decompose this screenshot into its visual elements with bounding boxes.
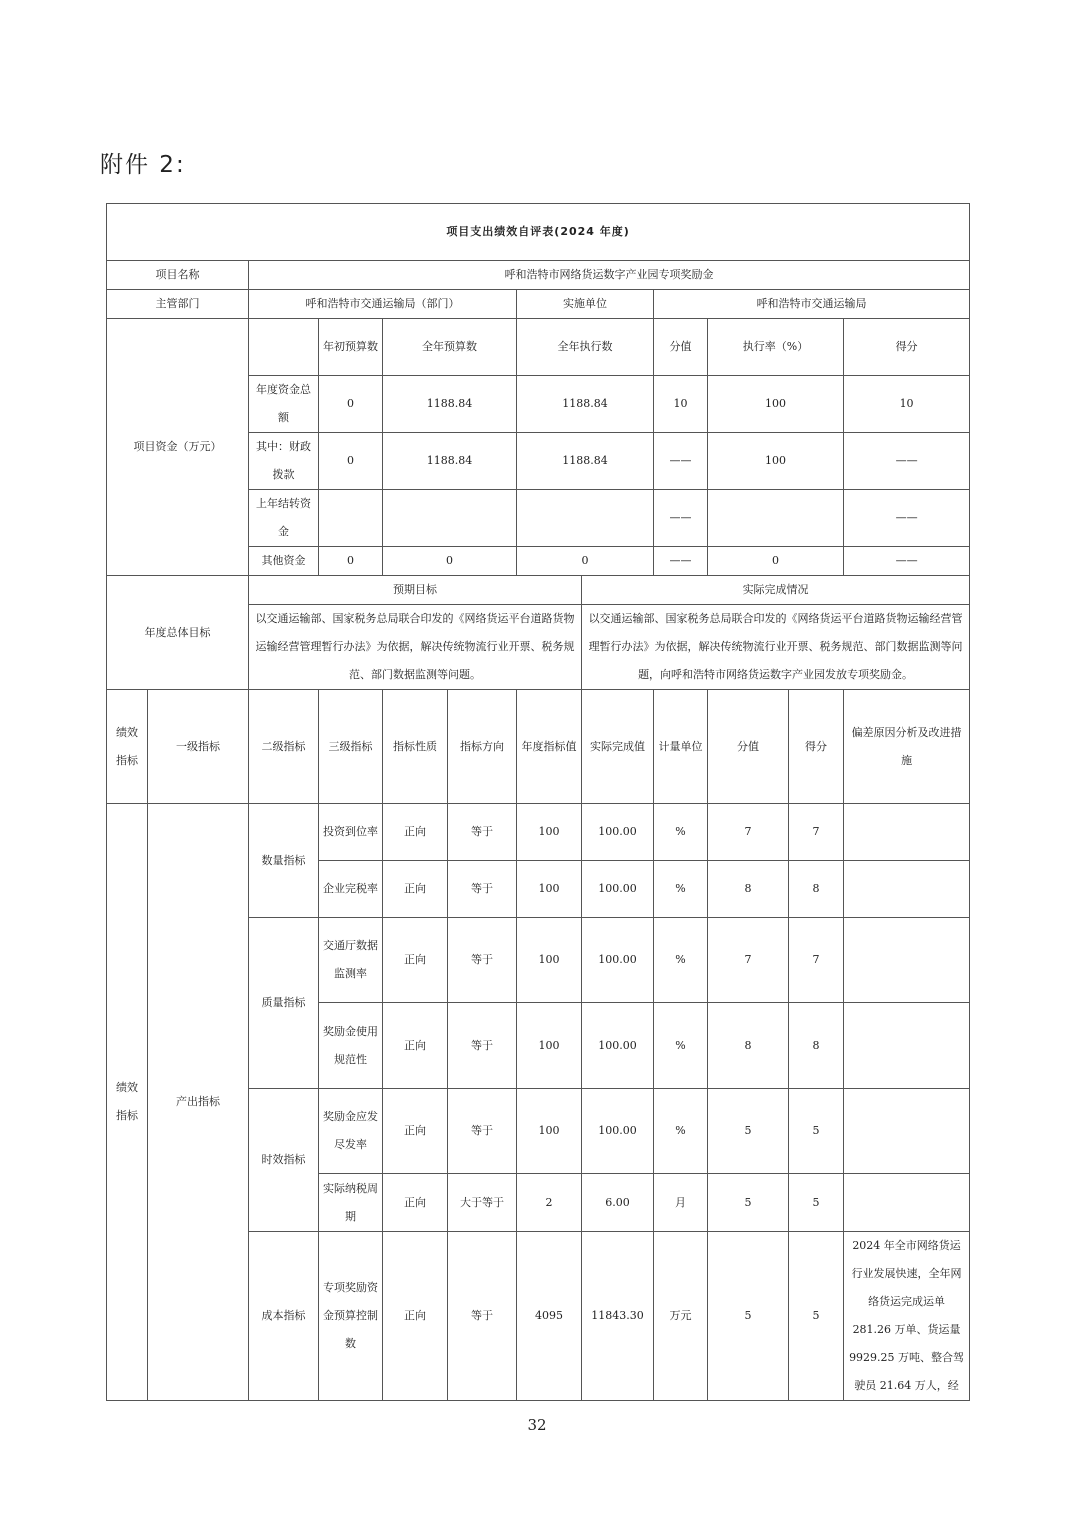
- group-quantity: 数量指标: [249, 804, 319, 918]
- indicator-direction: 等于: [448, 1232, 517, 1401]
- indicator-actual: 100.00: [582, 1089, 654, 1174]
- funds-row-budget: 0: [383, 547, 517, 576]
- indicator-actual: 100.00: [582, 804, 654, 861]
- indicator-score-value: 8: [708, 861, 789, 918]
- funds-row-score: ——: [844, 547, 970, 576]
- indicator-score: 7: [789, 918, 844, 1003]
- indicator-note: 2024 年全市网络货运行业发展快速，全年网络货运完成运单 281.26 万单、货运量 9929.25 万吨、整合驾驶员 21.64 万人，经: [844, 1232, 970, 1401]
- funds-row-score: ——: [844, 490, 970, 547]
- funds-row-executed: [517, 490, 654, 547]
- funds-row-budget: [383, 490, 517, 547]
- funds-header-row: [107, 319, 970, 376]
- title-row: [107, 204, 970, 261]
- funds-row-name: 年度资金总额: [249, 376, 319, 433]
- funds-label: 项目资金（万元）: [107, 319, 249, 576]
- header-level3: 三级指标: [319, 690, 383, 804]
- funds-row-executed: 1188.84: [517, 376, 654, 433]
- impl-value: 呼和浩特市交通运输局: [654, 290, 970, 319]
- header-perf: 绩效指标: [107, 690, 148, 804]
- group-quality: 质量指标: [249, 918, 319, 1089]
- indicator-note: [844, 1174, 970, 1232]
- annual-goal-header-row: [107, 576, 970, 605]
- indicator-name: 奖励金应发尽发率: [319, 1089, 383, 1174]
- dept-value: 呼和浩特市交通运输局（部门）: [249, 290, 517, 319]
- indicator-note: [844, 1089, 970, 1174]
- funds-row-rate: [708, 490, 844, 547]
- indicator-direction: 等于: [448, 804, 517, 861]
- group-cost: 成本指标: [249, 1232, 319, 1401]
- indicator-name: 企业完税率: [319, 861, 383, 918]
- indicator-name: 投资到位率: [319, 804, 383, 861]
- funds-header-initial: 年初预算数: [319, 319, 383, 376]
- indicator-note: [844, 1003, 970, 1089]
- indicator-unit: %: [654, 1089, 708, 1174]
- indicator-actual: 11843.30: [582, 1232, 654, 1401]
- funds-header-blank: [249, 319, 319, 376]
- indicator-actual: 100.00: [582, 861, 654, 918]
- expected-goal-header: 预期目标: [249, 576, 582, 605]
- level1-output: 产出指标: [148, 804, 249, 1401]
- indicator-direction: 等于: [448, 861, 517, 918]
- header-analysis: 偏差原因分析及改进措施: [844, 690, 970, 804]
- indicator-target: 4095: [517, 1232, 582, 1401]
- indicator-score-value: 5: [708, 1174, 789, 1232]
- funds-row-name: 上年结转资金: [249, 490, 319, 547]
- indicator-nature: 正向: [383, 804, 448, 861]
- indicator-target: 100: [517, 1089, 582, 1174]
- funds-row-score-value: ——: [654, 433, 708, 490]
- header-direction: 指标方向: [448, 690, 517, 804]
- indicator-name: 交通厅数据监测率: [319, 918, 383, 1003]
- funds-row-rate: 100: [708, 376, 844, 433]
- funds-row-initial: 0: [319, 376, 383, 433]
- indicator-unit: 万元: [654, 1232, 708, 1401]
- funds-row-initial: 0: [319, 547, 383, 576]
- indicator-unit: %: [654, 804, 708, 861]
- indicator-nature: 正向: [383, 1089, 448, 1174]
- indicator-score: 8: [789, 861, 844, 918]
- funds-header-budget: 全年预算数: [383, 319, 517, 376]
- indicator-header-row: [107, 690, 970, 804]
- indicator-target: 100: [517, 1003, 582, 1089]
- indicator-score-value: 5: [708, 1232, 789, 1401]
- header-level1: 一级指标: [148, 690, 249, 804]
- indicator-name: 专项奖励资金预算控制数: [319, 1232, 383, 1401]
- indicator-actual: 6.00: [582, 1174, 654, 1232]
- funds-row-score: ——: [844, 433, 970, 490]
- indicator-target: 2: [517, 1174, 582, 1232]
- header-target: 年度指标值: [517, 690, 582, 804]
- indicator-target: 100: [517, 861, 582, 918]
- attachment-label: 附件 2:: [100, 152, 186, 178]
- indicator-unit: %: [654, 861, 708, 918]
- funds-header-rate: 执行率（%）: [708, 319, 844, 376]
- actual-result-header: 实际完成情况: [582, 576, 970, 605]
- indicator-target: 100: [517, 918, 582, 1003]
- expected-goal-text: 以交通运输部、国家税务总局联合印发的《网络货运平台道路货物运输经营管理暂行办法》为依据，解决传统物流行业开票、税务规范、部门数据监测等问题。: [249, 605, 582, 690]
- funds-row-initial: [319, 490, 383, 547]
- indicator-score: 5: [789, 1174, 844, 1232]
- indicator-nature: 正向: [383, 918, 448, 1003]
- funds-row-budget: 1188.84: [383, 376, 517, 433]
- funds-header-executed: 全年执行数: [517, 319, 654, 376]
- indicator-name: 实际纳税周期: [319, 1174, 383, 1232]
- funds-row-score-value: 10: [654, 376, 708, 433]
- funds-row-name: 其中：财政拨款: [249, 433, 319, 490]
- table-title: 项目支出绩效自评表(2024 年度): [107, 204, 970, 261]
- indicator-unit: %: [654, 1003, 708, 1089]
- funds-row-score: 10: [844, 376, 970, 433]
- funds-row-initial: 0: [319, 433, 383, 490]
- annual-goal-label: 年度总体目标: [107, 576, 249, 690]
- dept-label: 主管部门: [107, 290, 249, 319]
- header-unit: 计量单位: [654, 690, 708, 804]
- indicator-score: 5: [789, 1232, 844, 1401]
- indicator-actual: 100.00: [582, 1003, 654, 1089]
- actual-result-text: 以交通运输部、国家税务总局联合印发的《网络货运平台道路货物运输经营管理暂行办法》为依据，解决传统物流行业开票、税务规范、部门数据监测等问题，向呼和浩特市网络货运数字产业园发放专项奖励金。: [582, 605, 970, 690]
- header-nature: 指标性质: [383, 690, 448, 804]
- indicator-note: [844, 861, 970, 918]
- indicator-nature: 正向: [383, 1003, 448, 1089]
- indicator-unit: %: [654, 918, 708, 1003]
- indicator-score: 8: [789, 1003, 844, 1089]
- funds-row-executed: 1188.84: [517, 433, 654, 490]
- department-row: [107, 290, 970, 319]
- funds-row-score-value: ——: [654, 490, 708, 547]
- indicator-score: 7: [789, 804, 844, 861]
- indicator-score: 5: [789, 1089, 844, 1174]
- indicator-row: [107, 804, 970, 861]
- funds-row-executed: 0: [517, 547, 654, 576]
- indicator-name: 奖励金使用规范性: [319, 1003, 383, 1089]
- self-evaluation-table: [106, 203, 970, 1401]
- indicator-direction: 等于: [448, 1003, 517, 1089]
- indicator-note: [844, 918, 970, 1003]
- side-perf-label: 绩效指标: [107, 804, 148, 1401]
- indicator-nature: 正向: [383, 1174, 448, 1232]
- header-score: 得分: [789, 690, 844, 804]
- funds-row-rate: 0: [708, 547, 844, 576]
- header-actual: 实际完成值: [582, 690, 654, 804]
- indicator-direction: 等于: [448, 1089, 517, 1174]
- indicator-direction: 等于: [448, 918, 517, 1003]
- header-level2: 二级指标: [249, 690, 319, 804]
- indicator-score-value: 7: [708, 918, 789, 1003]
- indicator-score-value: 5: [708, 1089, 789, 1174]
- funds-header-score: 得分: [844, 319, 970, 376]
- indicator-nature: 正向: [383, 861, 448, 918]
- page-number: 32: [527, 1416, 547, 1434]
- project-name-value: 呼和浩特市网络货运数字产业园专项奖励金: [249, 261, 970, 290]
- indicator-actual: 100.00: [582, 918, 654, 1003]
- indicator-nature: 正向: [383, 1232, 448, 1401]
- indicator-note: [844, 804, 970, 861]
- indicator-target: 100: [517, 804, 582, 861]
- header-score-value: 分值: [708, 690, 789, 804]
- project-name-row: [107, 261, 970, 290]
- indicator-score-value: 8: [708, 1003, 789, 1089]
- funds-header-score-value: 分值: [654, 319, 708, 376]
- project-name-label: 项目名称: [107, 261, 249, 290]
- funds-row-score-value: ——: [654, 547, 708, 576]
- indicator-unit: 月: [654, 1174, 708, 1232]
- impl-label: 实施单位: [517, 290, 654, 319]
- indicator-direction: 大于等于: [448, 1174, 517, 1232]
- funds-row-budget: 1188.84: [383, 433, 517, 490]
- funds-row-rate: 100: [708, 433, 844, 490]
- funds-row-name: 其他资金: [249, 547, 319, 576]
- group-timeliness: 时效指标: [249, 1089, 319, 1232]
- indicator-score-value: 7: [708, 804, 789, 861]
